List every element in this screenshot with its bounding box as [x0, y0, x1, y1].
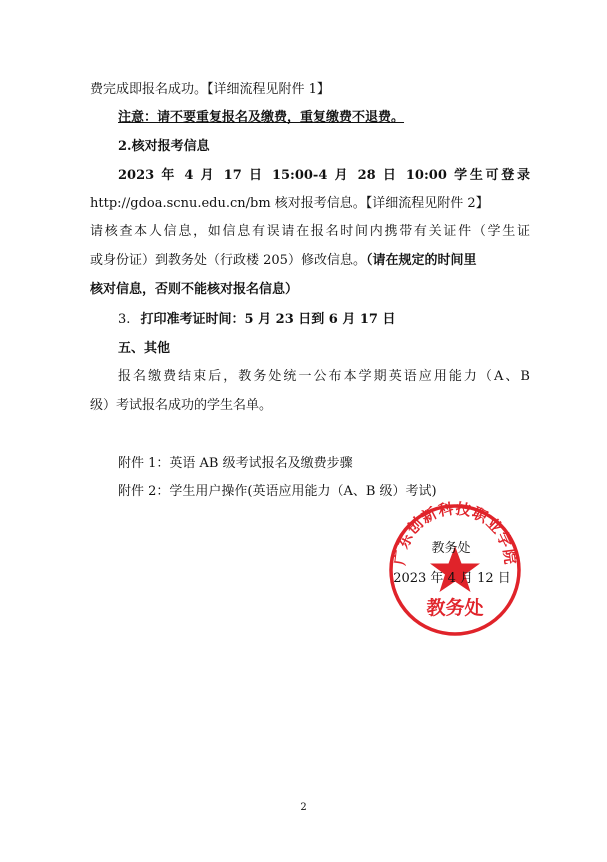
paragraph-line: 请核查本人信息，如信息有误请在报名时间内携带有关证件（学生证: [90, 224, 530, 239]
page-number: 2: [300, 802, 307, 813]
attachment-item: 附件 2：学生用户操作(英语应用能力（A、B 级）考试): [118, 484, 437, 499]
signoff-office: 教务处: [431, 541, 471, 556]
notice-line: 注意：请不要重复报名及缴费，重复缴费不退费。: [118, 110, 405, 125]
paragraph-line: http://gdoa.scnu.edu.cn/bm 核对报考信息。【详细流程见附件 2】: [90, 196, 489, 211]
paragraph-text: 或身份证）到教务处（行政楼 205）修改信息。: [90, 253, 366, 268]
paragraph-line: 级）考试报名成功的学生名单。: [90, 398, 273, 413]
paragraph-line: 核对信息，否则不能核对报名信息）: [90, 282, 299, 297]
section-heading: [118, 310, 558, 330]
paragraph-line: [90, 251, 530, 271]
seal-department-text: 教务处: [426, 597, 484, 619]
section-text: 打印准考证时间：5 月 23 日到 6 月 17 日: [140, 312, 396, 327]
section-number: 3.: [118, 312, 131, 327]
seal-institution-text: 广东创新科技职业学院: [390, 500, 520, 567]
signoff-date: 2023 年 4 月 12 日: [393, 571, 511, 586]
paragraph-line: 2023 年 4 月 17 日 15:00-4 月 28 日 10:00 学生可登录: [118, 168, 530, 183]
attachment-item: 附件 1：英语 AB 级考试报名及缴费步骤: [118, 456, 353, 471]
section-heading: 2.核对报考信息: [118, 139, 210, 154]
paragraph-line: 报名缴费结束后，教务处统一公布本学期英语应用能力（A、B: [118, 369, 530, 384]
paragraph-emphasis: （请在规定的时间里: [365, 253, 477, 268]
section-heading: 五、其他: [118, 341, 171, 356]
paragraph-line: 费完成即报名成功。【详细流程见附件 1】: [90, 82, 330, 97]
